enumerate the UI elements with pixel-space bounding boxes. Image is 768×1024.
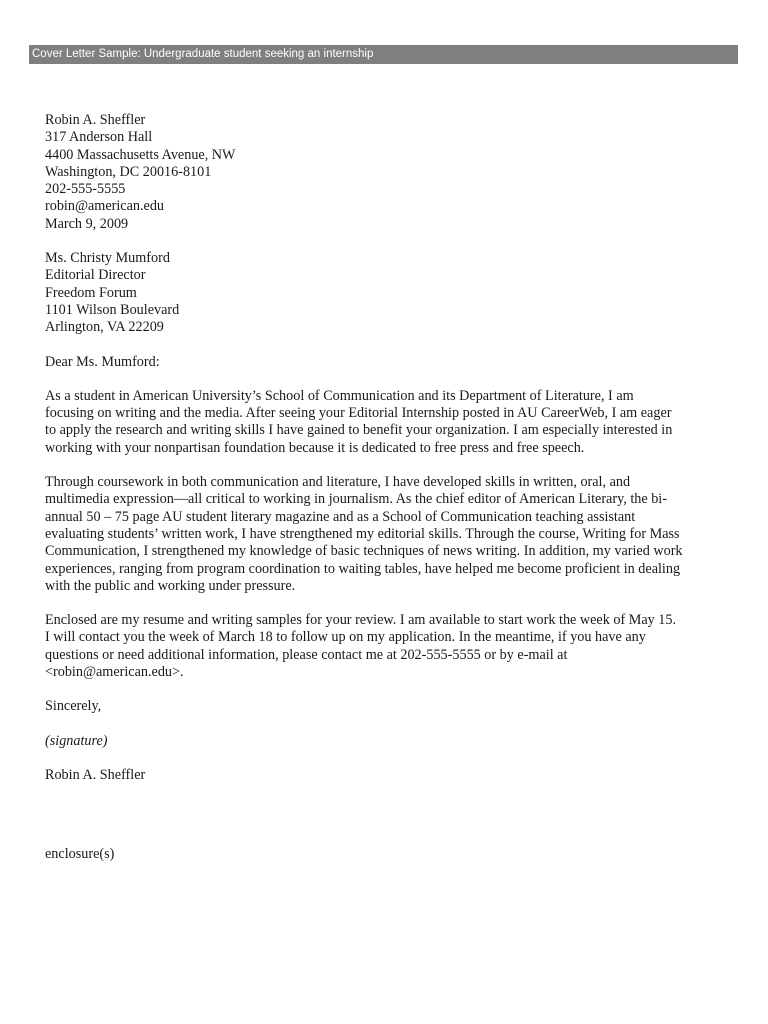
paragraph-line: working with your nonpartisan foundation because it is dedicated to free press and free speech. <box>45 439 585 456</box>
salutation: Dear Ms. Mumford: <box>45 353 160 370</box>
paragraph-line: <robin@american.edu>. <box>45 664 184 681</box>
paragraph-line: Communication, I strengthened my knowledge of basic techniques of news writing. In addition, my varied work <box>45 543 683 560</box>
sender-address-line-2: 4400 Massachusetts Avenue, NW <box>45 146 236 163</box>
paragraph-line: questions or need additional information, please contact me at 202-555-5555 or by e-mail at <box>45 646 568 663</box>
closing: Sincerely, <box>45 698 102 715</box>
signature-placeholder: (signature) <box>45 732 108 749</box>
sender-city: Washington, DC 20016-8101 <box>45 163 212 180</box>
paragraph-line: to apply the research and writing skills I have gained to benefit your organization. I am especially interested in <box>45 422 673 439</box>
paragraph-line: focusing on writing and the media. After seeing your Editorial Internship posted in AU CareerWeb, I am eager <box>45 405 672 422</box>
recipient-name: Ms. Christy Mumford <box>45 250 170 267</box>
recipient-organization: Freedom Forum <box>45 284 137 301</box>
enclosure-note: enclosure(s) <box>45 846 115 863</box>
body-paragraph-1 <box>45 388 725 457</box>
paragraph-line: I will contact you the week of March 18 to follow up on my application. In the meantime, if you have any <box>45 629 646 646</box>
document-title-bar: Cover Letter Sample: Undergraduate student seeking an internship <box>29 45 738 64</box>
paragraph-line: with the public and working under pressure. <box>45 577 296 594</box>
body-paragraph-2 <box>45 474 725 595</box>
paragraph-line: multimedia expression—all critical to working in journalism. As the chief editor of American Literary, the bi- <box>45 491 667 508</box>
recipient-street: 1101 Wilson Boulevard <box>45 301 180 318</box>
sender-phone: 202-555-5555 <box>45 181 126 198</box>
letter-date: March 9, 2009 <box>45 215 129 232</box>
sender-name: Robin A. Sheffler <box>45 112 146 128</box>
signer-name: Robin A. Sheffler <box>45 766 146 783</box>
sender-email: robin@american.edu <box>45 198 165 215</box>
recipient-title: Editorial Director <box>45 267 146 284</box>
paragraph-line: annual 50 – 75 page AU student literary magazine and as a School of Communication teaching assistant <box>45 508 636 525</box>
paragraph-line: Through coursework in both communication and literature, I have developed skills in written, oral, and <box>45 474 631 491</box>
recipient-city: Arlington, VA 22209 <box>45 319 164 336</box>
sender-address-block <box>45 112 725 233</box>
paragraph-line: Enclosed are my resume and writing samples for your review. I am available to start work the week of May 15. <box>45 612 677 629</box>
sender-address-line-1: 317 Anderson Hall <box>45 129 153 146</box>
paragraph-line: As a student in American University’s School of Communication and its Department of Literature, I am <box>45 387 634 404</box>
paragraph-line: experiences, ranging from program coordination to waiting tables, have helped me become proficient in dealing <box>45 560 681 577</box>
paragraph-line: evaluating students’ written work, I have strengthened my editorial skills. Through the course, Writing for Mass <box>45 525 680 542</box>
recipient-address-block <box>45 250 725 336</box>
cover-letter <box>45 112 725 864</box>
body-paragraph-3 <box>45 612 725 681</box>
